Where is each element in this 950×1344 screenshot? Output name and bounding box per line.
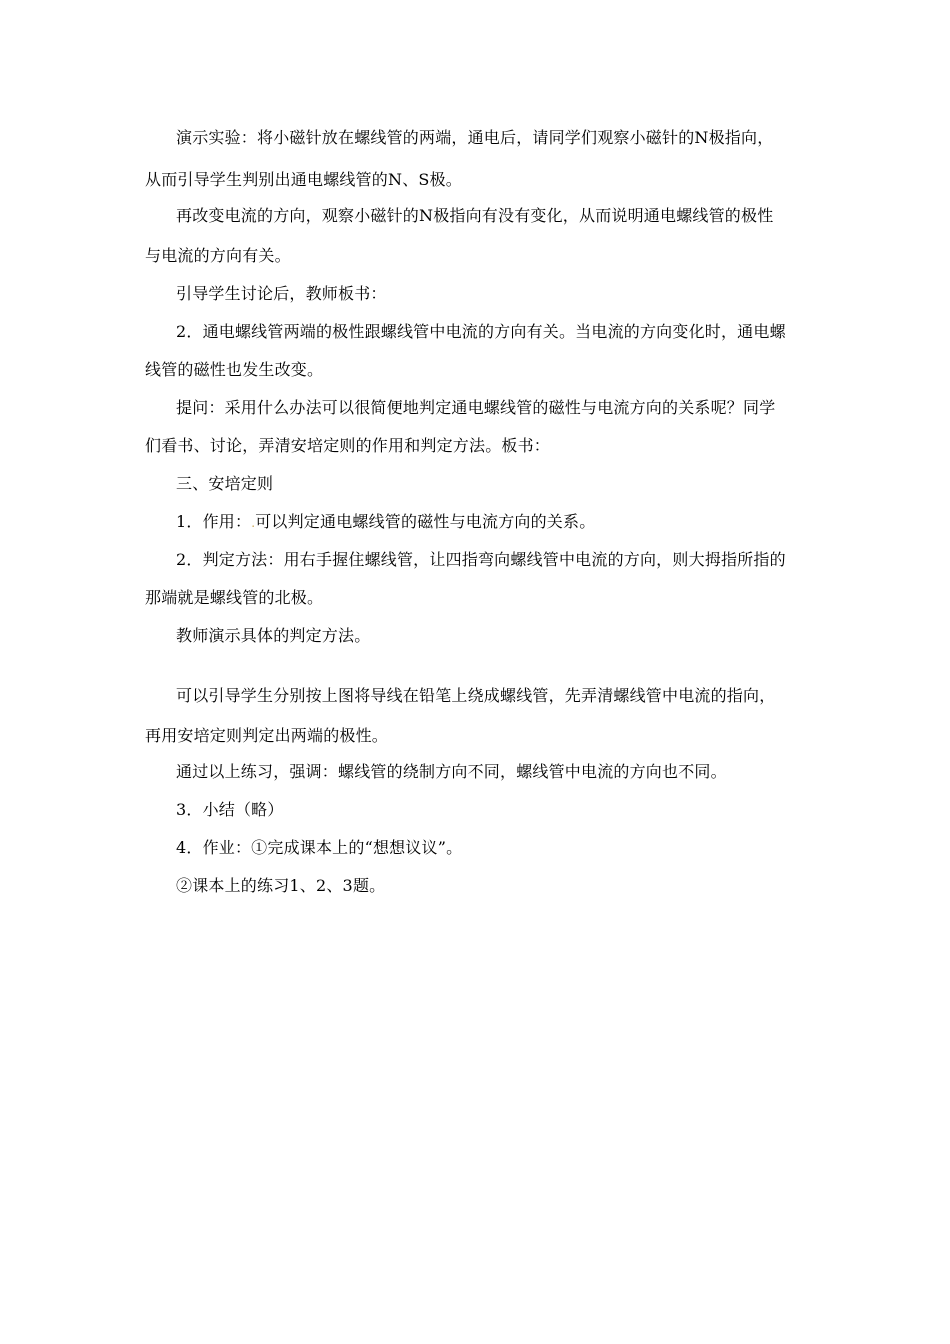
paragraph-question-cont: 们看书、讨论，弄清安培定则的作用和判定方法。板书： xyxy=(145,436,551,455)
paragraph-practice: 可以引导学生分别按上图将导线在铅笔上绕成螺线管，先弄清螺线管中电流的指向， xyxy=(176,686,776,705)
paragraph-change-current: 再改变电流的方向，观察小磁针的N极指向有没有变化，从而说明通电螺线管的极性 xyxy=(176,206,774,225)
section-heading-ampere-rule: 三、安培定则 xyxy=(176,474,274,493)
paragraph-question: 提问：采用什么办法可以很简便地判定通电螺线管的磁性与电流方向的关系呢？同学 xyxy=(176,398,776,417)
point-1-function-label: 1．作用： xyxy=(176,512,252,531)
point-2-polarity-cont: 线管的磁性也发生改变。 xyxy=(145,360,324,379)
point-2-method: 2．判定方法：用右手握住螺线管，让四指弯向螺线管中电流的方向，则大拇指所指的 xyxy=(176,550,786,569)
point-4-homework: 4．作业：①完成课本上的“想想议议”。 xyxy=(176,838,463,857)
paragraph-demo-experiment-cont: 从而引导学生判别出通电螺线管的N、S极。 xyxy=(145,170,462,189)
dot-mark-icon: . xyxy=(251,516,256,530)
homework-item-2: ②课本上的练习1、2、3题。 xyxy=(176,876,386,895)
paragraph-emphasis: 通过以上练习，强调：螺线管的绕制方向不同，螺线管中电流的方向也不同。 xyxy=(176,762,727,781)
point-1-function-text: 可以判定通电螺线管的磁性与电流方向的关系。 xyxy=(255,512,596,531)
paragraph-discussion: 引导学生讨论后，教师板书： xyxy=(176,284,387,303)
point-3-summary: 3．小结（略） xyxy=(176,800,284,819)
paragraph-teacher-demo: 教师演示具体的判定方法。 xyxy=(176,626,371,645)
point-1-function xyxy=(176,512,595,533)
paragraph-practice-cont: 再用安培定则判定出两端的极性。 xyxy=(145,726,389,745)
point-2-polarity: 2．通电螺线管两端的极性跟螺线管中电流的方向有关。当电流的方向变化时，通电螺 xyxy=(176,322,786,341)
paragraph-demo-experiment: 演示实验：将小磁针放在螺线管的两端，通电后，请同学们观察小磁针的N极指向， xyxy=(176,128,774,147)
point-2-method-cont: 那端就是螺线管的北极。 xyxy=(145,588,324,607)
paragraph-change-current-cont: 与电流的方向有关。 xyxy=(145,246,291,265)
